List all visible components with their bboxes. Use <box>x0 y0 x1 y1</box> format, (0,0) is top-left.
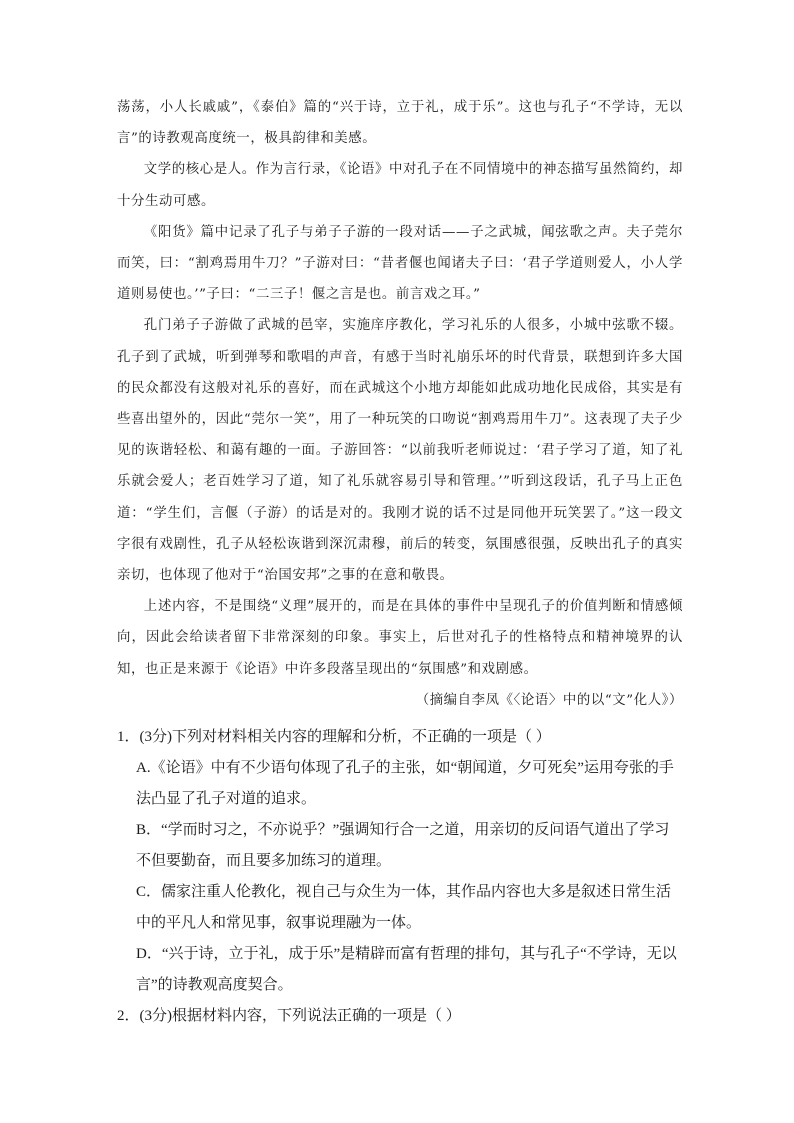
passage-paragraph: 荡荡，小人长戚戚”，《泰伯》篇的“兴于诗，立于礼，成于乐”。这也与孔子“不学诗，无以言”的诗教观高度统一，极具韵律和美感。 <box>117 100 683 147</box>
question-list <box>117 722 683 1032</box>
passage-paragraph: 上述内容，不是围绕“义理”展开的，而是在具体的事件中呈现孔子的价值判断和情感倾向，因此会给读者留下非常深刻的印象。事实上，后世对孔子的性格特点和精神境界的认知，也正是来源于《论语》中许多段落呈现出的“氛围感”和戏剧感。 <box>117 599 683 677</box>
question-stem: 1．(3分)下列对材料相关内容的理解和分析，不正确的一项是（ ） <box>117 729 551 745</box>
question-stem: 2．(3分)根据材料内容，下列说法正确的一项是（ ） <box>117 1008 461 1024</box>
question-2 <box>117 1001 683 1032</box>
option-b: B．“学而时习之，不亦说乎？”强调知行合一之道，用亲切的反问语气道出了学习不但要勤奋，而且要多加练习的道理。 <box>136 822 670 869</box>
passage-paragraph: 《阳货》篇中记录了孔子与弟子子游的一段对话——子之武城，闻弦歌之声。夫子莞尔而笑，曰：“割鸡焉用牛刀？”子游对曰：“昔者偃也闻诸夫子曰：‘君子学道则爱人，小人学道则易使也。’”子曰：“二三子！偃之言是也。前言戏之耳。” <box>117 224 684 303</box>
passage-paragraph: 文学的核心是人。作为言行录，《论语》中对孔子在不同情境中的神态描写虽然简约，却十分生动可感。 <box>117 162 683 209</box>
passage-source: （摘编自李凤《〈论语〉中的以“文”化人》） <box>415 692 683 708</box>
question-1 <box>117 722 683 1001</box>
option-d: D．“兴于诗，立于礼，成于乐”是精辟而富有哲理的排句，其与孔子“不学诗，无以言”的诗教观高度契合。 <box>136 946 677 993</box>
option-a: A.《论语》中有不少语句体现了孔子的主张，如“朝闻道，夕可死矣”运用夸张的手法凸显了孔子对道的追求。 <box>136 760 674 807</box>
option-c: C．儒家注重人伦教化，视自己与众生为一体，其作品内容也大多是叙述日常生活中的平凡人和常见事，叙事说理融为一体。 <box>136 884 672 931</box>
passage-paragraph: 孔门弟子子游做了武城的邑宰，实施庠序教化，学习礼乐的人很多，小城中弦歌不辍。孔子到了武城，听到弹琴和歌唱的声音，有感于当时礼崩乐坏的时代背景，联想到许多大国的民众都没有这般对礼乐的喜好，而在武城这个小地方却能如此成功地化民成俗，其实是有些喜出望外的，因此“莞尔一笑”，用了一种玩笑的口吻说“割鸡焉用牛刀”。这表现了夫子少见的诙谐轻松、和蔼有趣的一面。子游回答：“以前我听老师说过：‘君子学习了道，知了礼乐就会爱人；老百姓学习了道，知了礼乐就容易引导和管理。’”听到这段话，孔子马上正色道：“学生们，言偃（子游）的话是对的。我刚才说的话不过是同他开玩笑罢了。”这一段文字很有戏剧性，孔子从轻松诙谐到深沉肃穆，前后的转变，氛围感很强，反映出孔子的真实亲切，也体现了他对于“治国安邦”之事的在意和敬畏。 <box>117 318 683 584</box>
reading-passage <box>117 92 683 716</box>
